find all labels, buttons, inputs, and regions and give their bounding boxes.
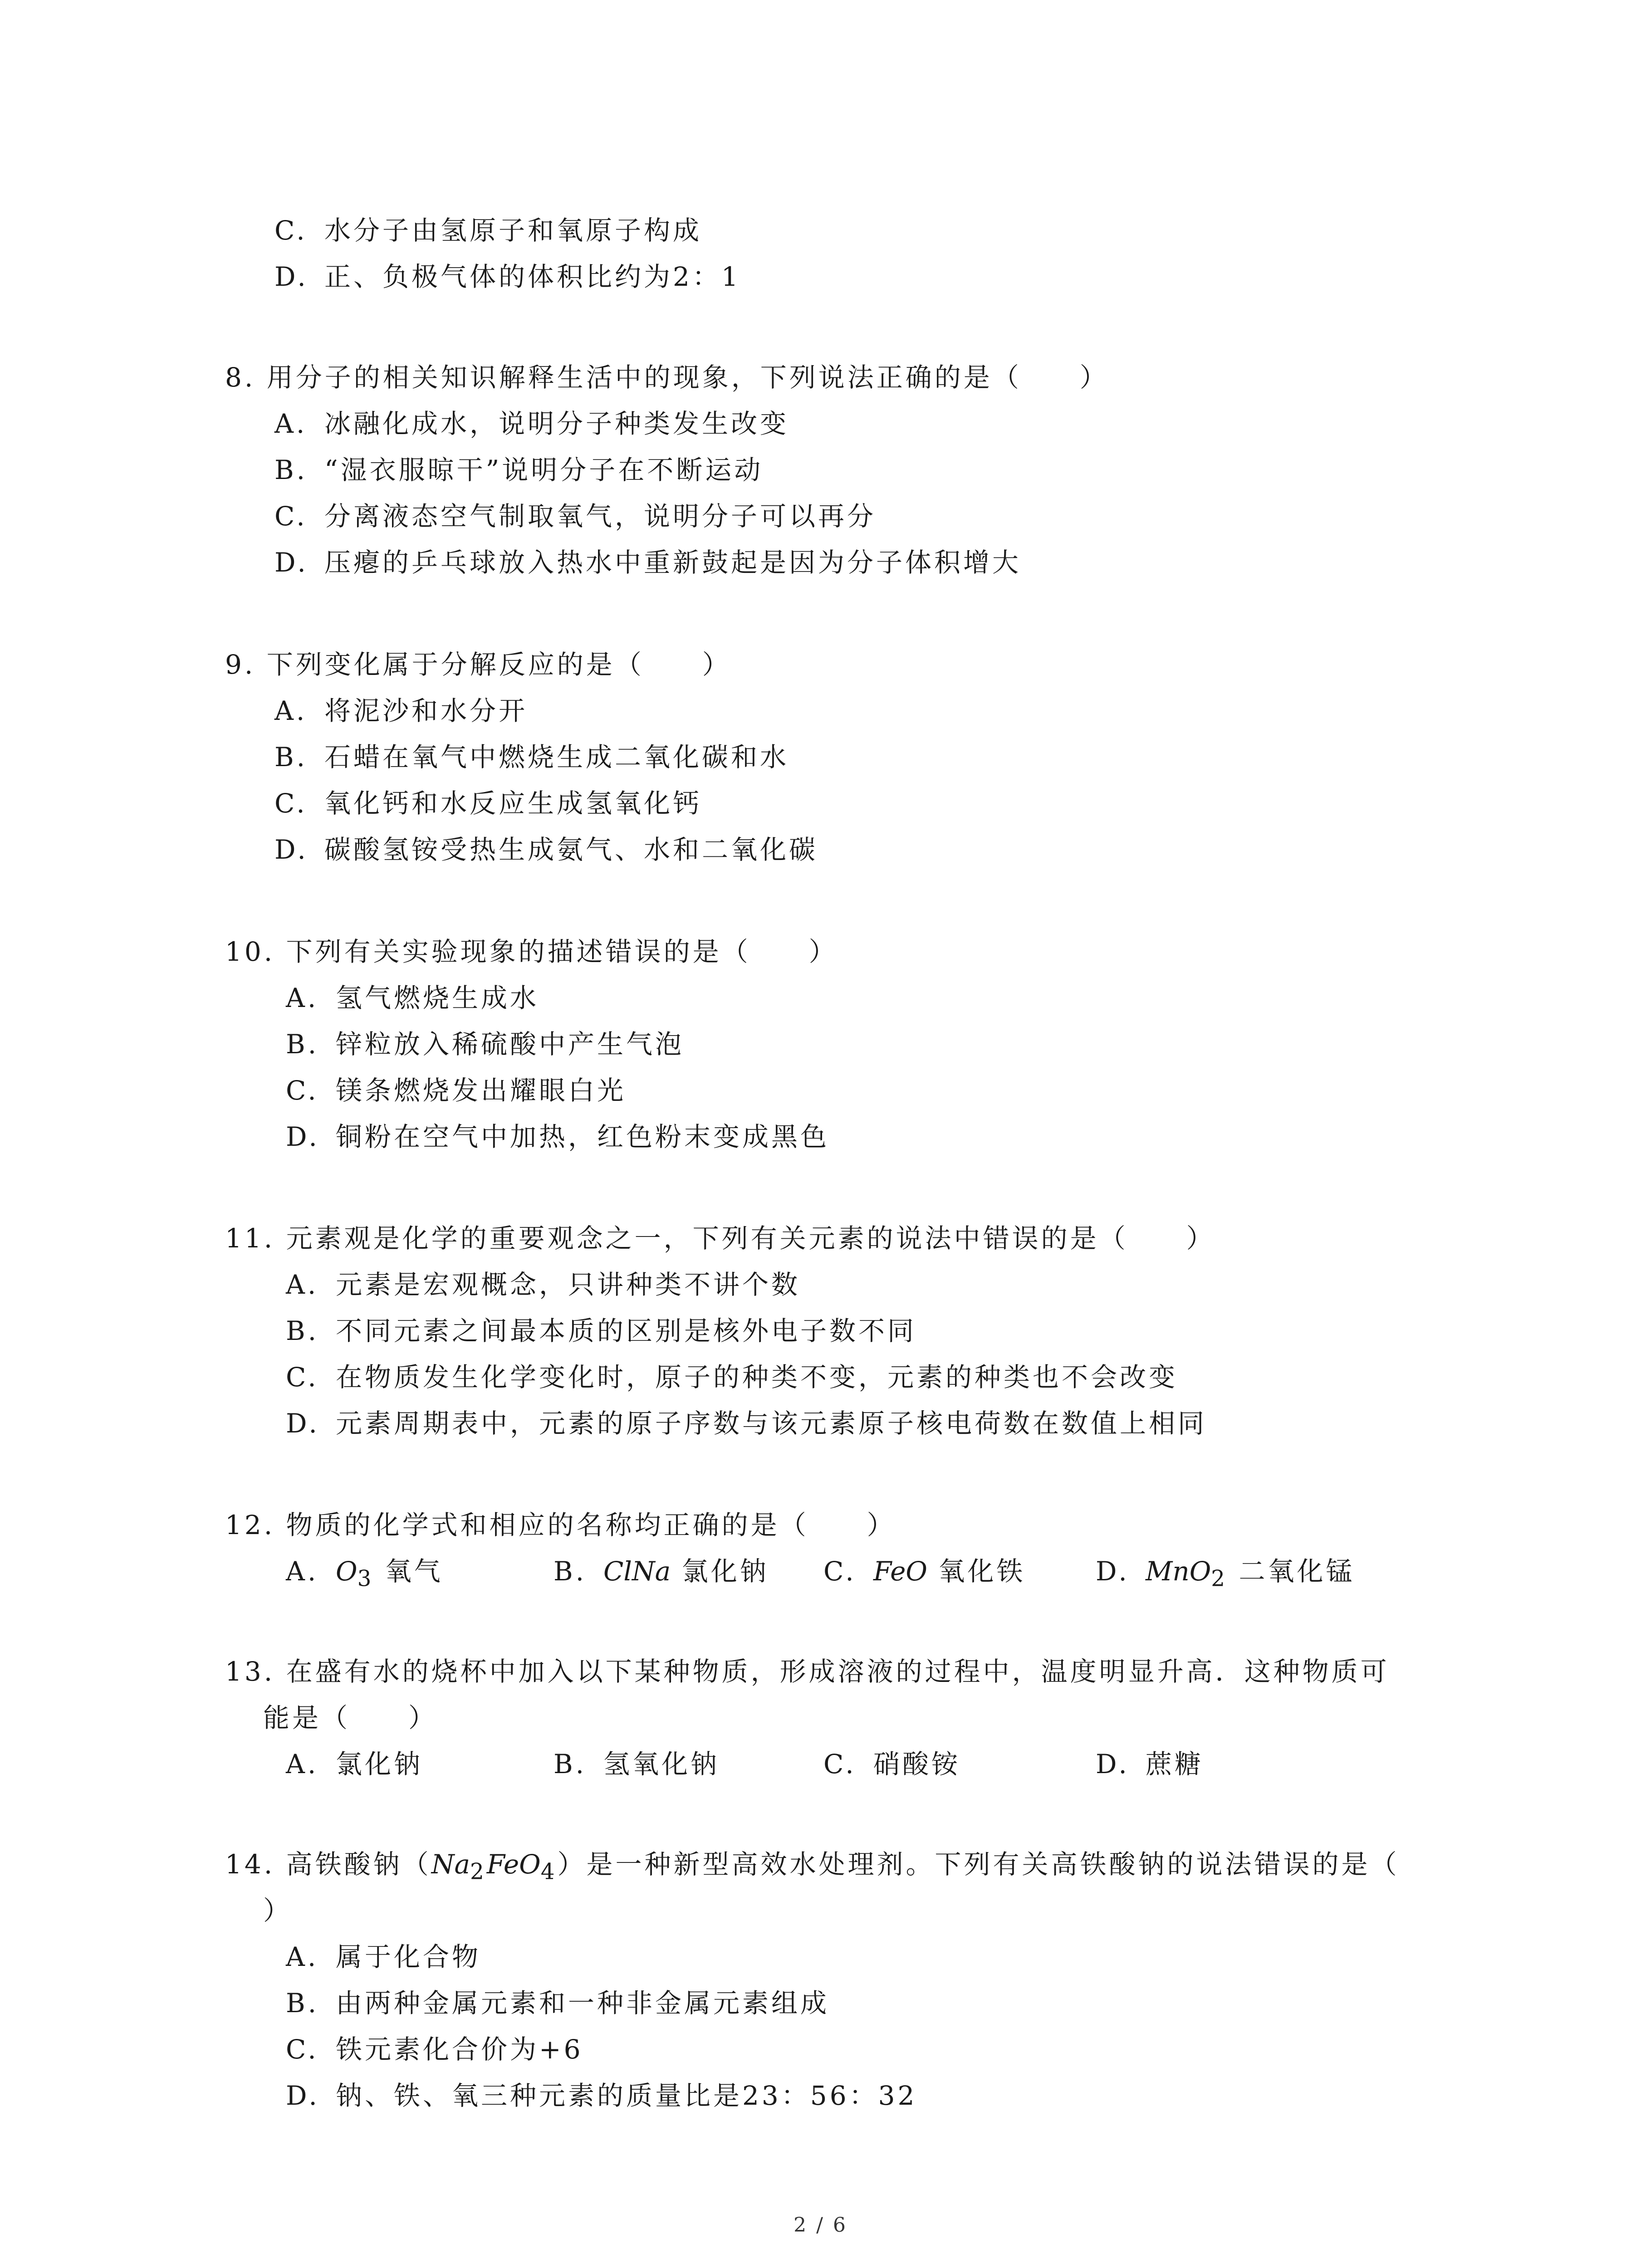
q8-option-a: A. 冰融化成水，说明分子种类发生改变: [274, 408, 789, 439]
q14-option-d: D. 钠、铁、氧三种元素的质量比是23：56：32: [286, 2080, 917, 2111]
q8-option-d: D. 压瘪的乒乓球放入热水中重新鼓起是因为分子体积增大: [274, 547, 1022, 578]
q11-option-a: A. 元素是宏观概念，只讲种类不讲个数: [286, 1269, 801, 1300]
q10-option-c: C. 镁条燃烧发出耀眼白光: [286, 1075, 627, 1106]
q14-stem-line2: ）: [263, 1895, 293, 1926]
q9-option-b: B. 石蜡在氧气中燃烧生成二氧化碳和水: [274, 742, 789, 772]
q9-option-a: A. 将泥沙和水分开: [274, 695, 528, 726]
q13-options-row: [286, 1746, 1375, 1782]
q8-stem: 8. 用分子的相关知识解释生活中的现象，下列说法正确的是（ ）: [225, 362, 1109, 393]
q10-option-b: B. 锌粒放入稀硫酸中产生气泡: [286, 1029, 685, 1060]
q12-options-row: [286, 1553, 1465, 1592]
q13-stem-line1: 13. 在盛有水的烧杯中加入以下某种物质，形成溶液的过程中，温度明显升高．这种物质可: [225, 1656, 1390, 1687]
q14-stem-line1: 14. 高铁酸钠$(Na_2FeO_4)$是一种新型高效水处理剂。下列有关高铁酸钠的说法错误的是（: [225, 1849, 1400, 1885]
q8-option-c: C. 分离液态空气制取氧气，说明分子可以再分: [274, 501, 877, 532]
q13-option-d: D. 蔗糖: [1096, 1749, 1204, 1779]
q12-option-b: B. ClNa 氯化钠: [554, 1556, 769, 1587]
q13-option-c: C. 硝酸铵: [823, 1749, 961, 1779]
q9-stem: 9. 下列变化属于分解反应的是（ ）: [225, 649, 731, 680]
q10-option-d: D. 铜粉在空气中加热，红色粉末变成黑色: [286, 1121, 830, 1152]
q12-stem: 12. 物质的化学式和相应的名称均正确的是（ ）: [225, 1510, 896, 1540]
q14-option-c: C. 铁元素化合价为+6: [286, 2034, 583, 2065]
q9-option-c: C. 氧化钙和水反应生成氢氧化钙: [274, 788, 702, 819]
q12-option-a: A. $O_3$ 氧气: [286, 1556, 443, 1592]
q8-option-b: B. “湿衣服晾干”说明分子在不断运动: [274, 455, 764, 485]
q13-stem-line2: 能是（ ）: [263, 1702, 438, 1733]
q13-option-b: B. 氢氧化钠: [554, 1749, 720, 1779]
q11-option-b: B. 不同元素之间最本质的区别是核外电子数不同: [286, 1315, 917, 1346]
q11-option-d: D. 元素周期表中，元素的原子序数与该元素原子核电荷数在数值上相同: [286, 1408, 1207, 1439]
q10-option-a: A. 氢气燃烧生成水: [286, 982, 539, 1013]
q12-option-c: C. FeO 氧化铁: [823, 1556, 1026, 1587]
q13-option-a: A. 氯化钠: [286, 1749, 423, 1779]
q14-option-a: A. 属于化合物: [286, 1941, 481, 1972]
q12-option-d: D. MnO$_2$ 二氧化锰: [1096, 1556, 1355, 1592]
q9-option-d: D. 碳酸氢铵受热生成氨气、水和二氧化碳: [274, 834, 818, 865]
q7-option-c: C. 水分子由氢原子和氧原子构成: [274, 215, 702, 246]
q11-stem: 11. 元素观是化学的重要观念之一，下列有关元素的说法中错误的是（ ）: [225, 1223, 1215, 1254]
q10-stem: 10. 下列有关实验现象的描述错误的是（ ）: [225, 936, 838, 967]
q11-option-c: C. 在物质发生化学变化时，原子的种类不变，元素的种类也不会改变: [286, 1362, 1178, 1393]
page-number: 2 / 6: [794, 2214, 847, 2237]
q7-option-d: D. 正、负极气体的体积比约为2：1: [274, 261, 741, 292]
q14-option-b: B. 由两种金属元素和一种非金属元素组成: [286, 1988, 830, 2019]
